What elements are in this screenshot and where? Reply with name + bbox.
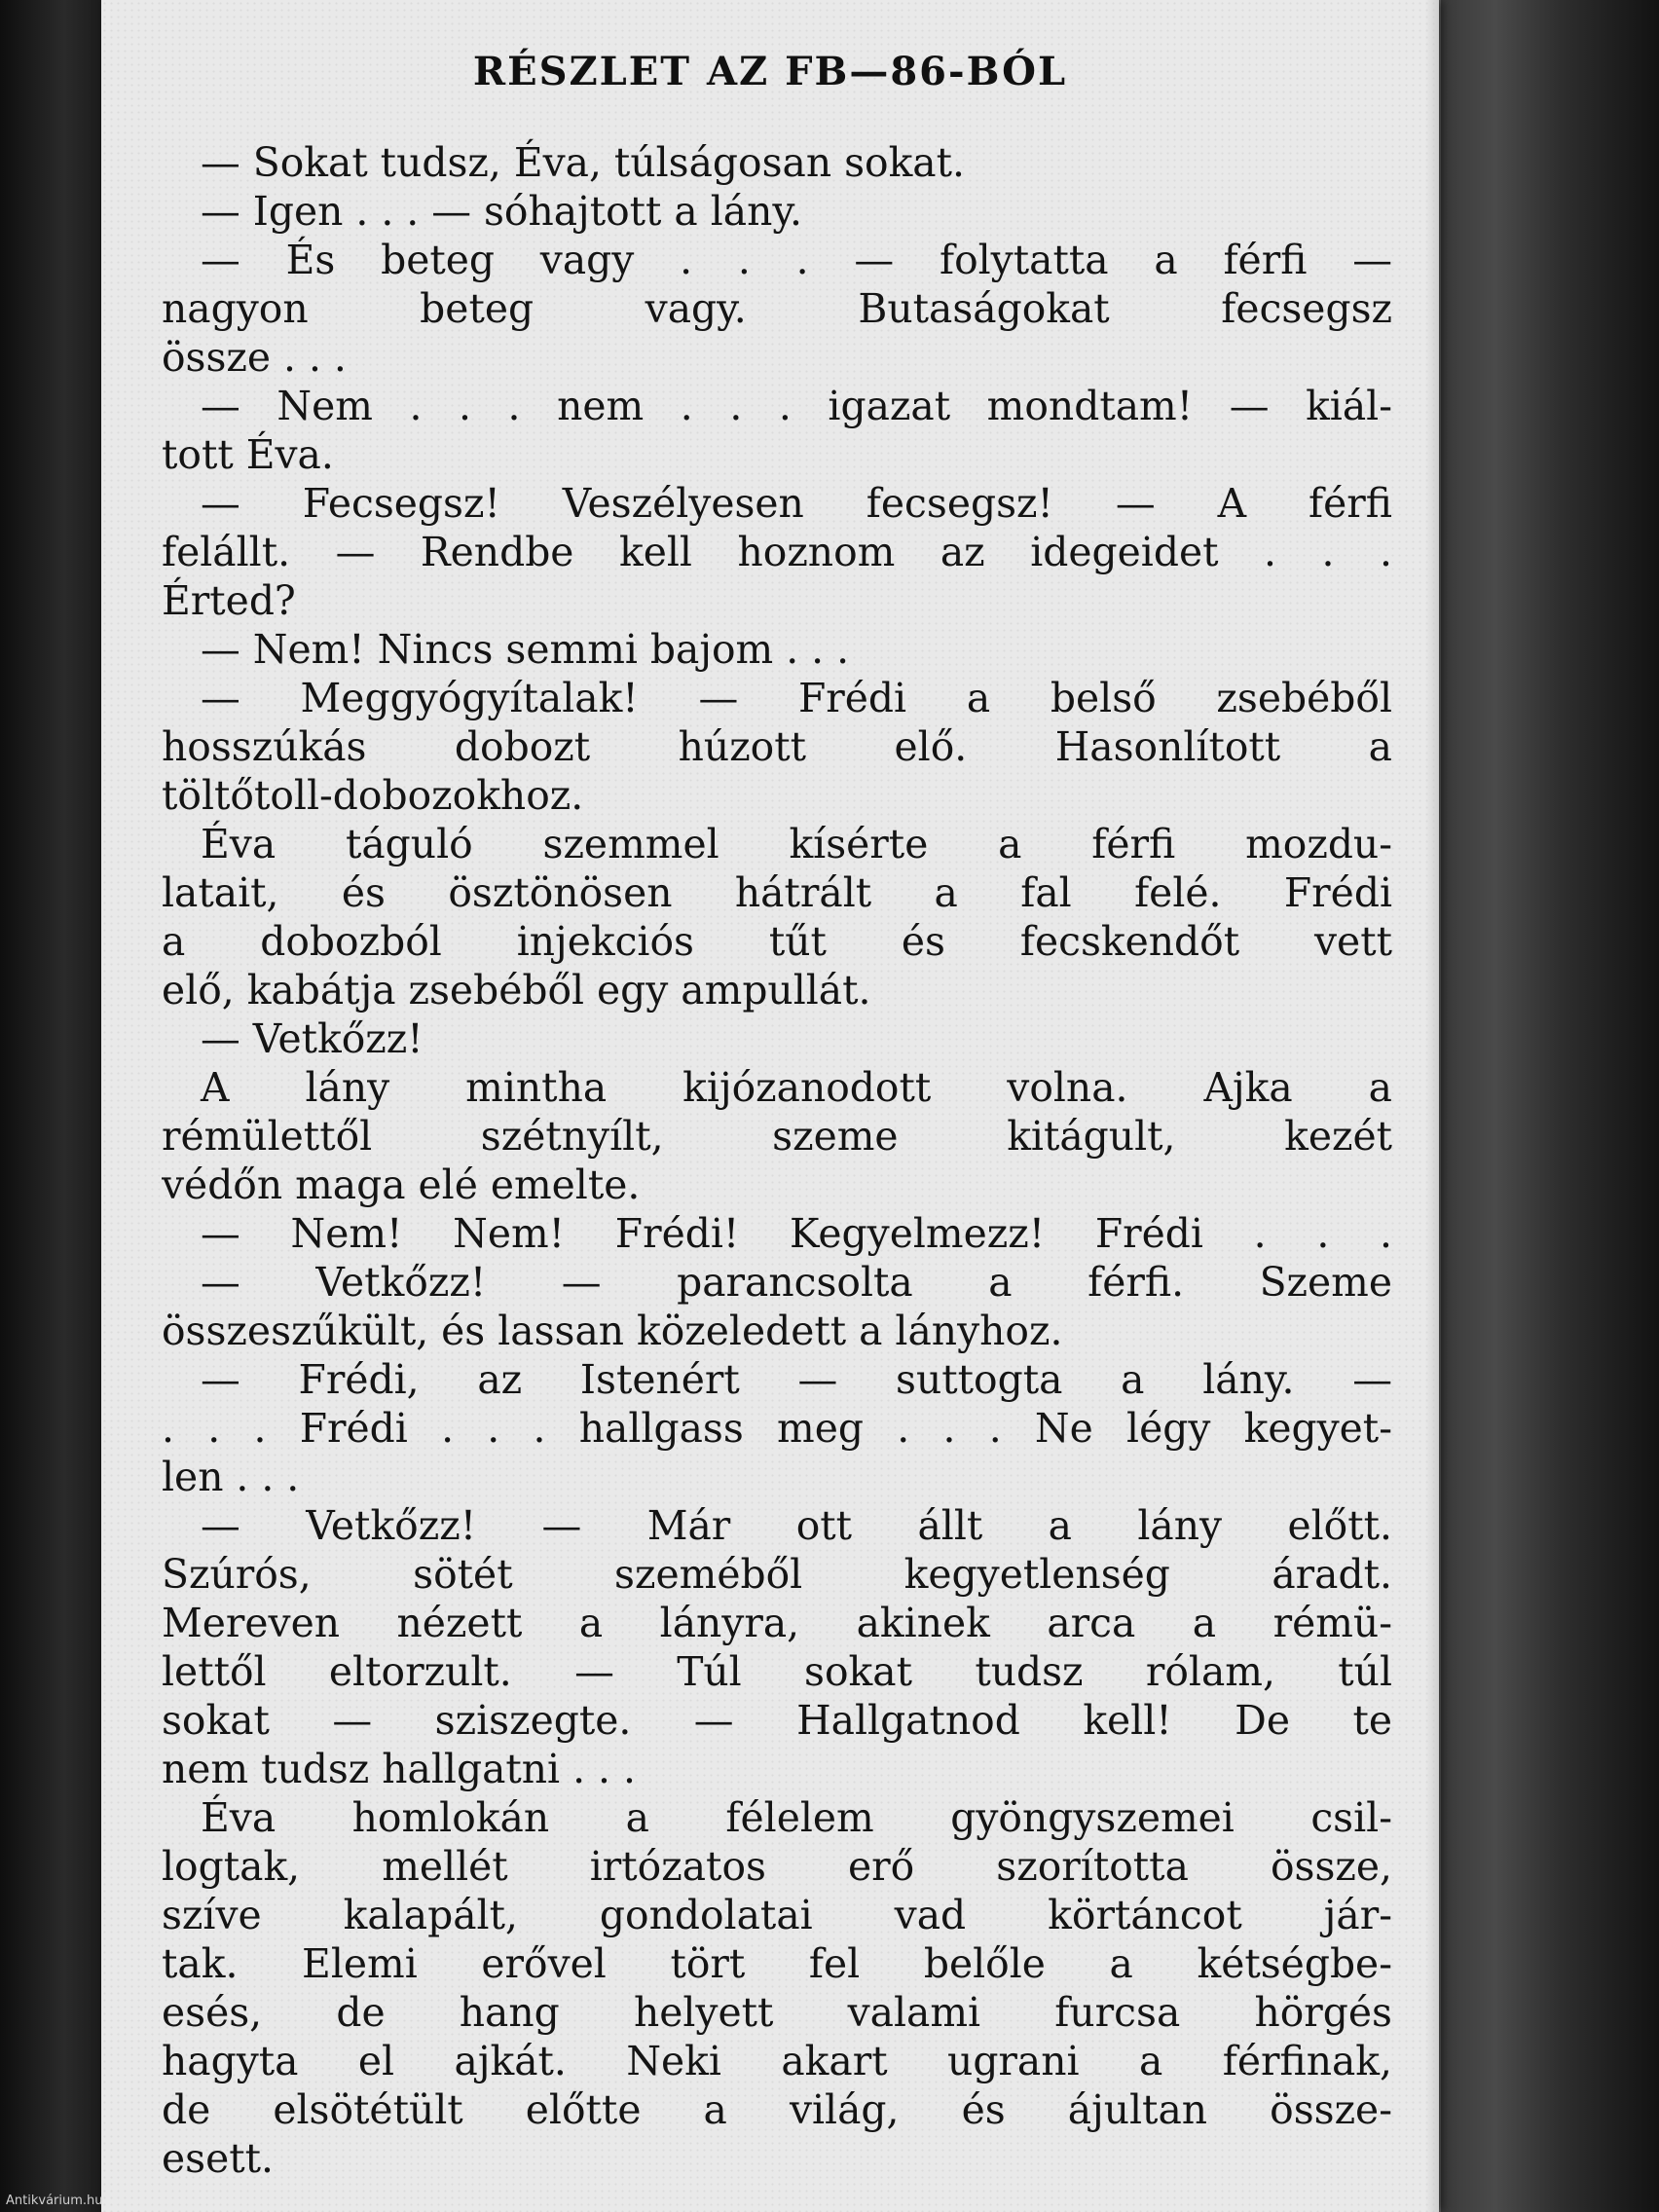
text-line: töltőtoll-dobozokhoz. — [162, 772, 584, 819]
text-line: elő, kabátja zsebéből egy ampullát. — [162, 967, 871, 1014]
text-line: . . . Frédi . . . hallgass meg . . . Ne légy kegyet- — [162, 1405, 1392, 1452]
text-line: Szúrós, sötét szeméből kegyetlenség áradt. — [162, 1551, 1392, 1598]
text-line: logtak, mellét irtózatos erő szorította össze, — [162, 1843, 1392, 1890]
text-line: felállt. — Rendbe kell hoznom az idegeidet . . . — [162, 529, 1392, 575]
text-line: összeszűkült, és lassan közeledett a lányhoz. — [162, 1308, 1063, 1354]
text-line: — Fecsegsz! Veszélyesen fecsegsz! — A férfi — [201, 480, 1392, 527]
text-line: tott Éva. — [162, 431, 334, 478]
text-line: tak. Elemi erővel tört fel belőle a kétségbe- — [162, 1940, 1392, 1987]
newspaper-clipping — [101, 0, 1439, 2212]
text-line: a dobozból injekciós tűt és fecskendőt vett — [162, 918, 1392, 965]
text-line: össze . . . — [162, 334, 347, 381]
text-line: — Vetkőzz! — parancsolta a férfi. Szeme — [201, 1259, 1392, 1306]
text-line: rémülettől szétnyílt, szeme kitágult, kezét — [162, 1113, 1392, 1160]
text-line: nagyon beteg vagy. Butaságokat fecsegsz — [162, 285, 1392, 332]
text-line: hagyta el ajkát. Neki akart ugrani a férfinak, — [162, 2038, 1392, 2084]
right-background — [1441, 0, 1659, 2212]
text-line: — Nem . . . nem . . . igazat mondtam! — kiál- — [201, 383, 1392, 429]
text-line: len . . . — [162, 1454, 300, 1500]
text-line: — Vetkőzz! — Már ott állt a lány előtt. — [201, 1502, 1392, 1549]
text-line: de elsötétült előtte a világ, és ájultan össze- — [162, 2086, 1392, 2133]
text-line: — Vetkőzz! — [201, 1015, 424, 1062]
text-line: A lány mintha kijózanodott volna. Ajka a — [201, 1064, 1392, 1111]
text-line: esett. — [162, 2135, 274, 2182]
text-line: — Nem! Nem! Frédi! Kegyelmezz! Frédi . . . — [201, 1210, 1392, 1257]
page-edge-shade — [1425, 0, 1439, 2212]
text-line: — Nem! Nincs semmi bajom . . . — [201, 626, 850, 673]
text-line: — Igen . . . — sóhajtott a lány. — [201, 188, 802, 235]
text-line: Mereven nézett a lányra, akinek arca a rémü- — [162, 1600, 1392, 1646]
text-line: nem tudsz hallgatni . . . — [162, 1746, 636, 1792]
text-line: hosszúkás dobozt húzott elő. Hasonlított a — [162, 723, 1392, 770]
text-line: — Meggyógyítalak! — Frédi a belső zsebéből — [201, 675, 1392, 721]
text-line: védőn maga elé emelte. — [162, 1161, 641, 1208]
article-title: RÉSZLET AZ FB—86-BÓL — [472, 49, 1068, 94]
text-line: latait, és ösztönösen hátrált a fal felé. Frédi — [162, 869, 1392, 916]
text-line: esés, de hang helyett valami furcsa hörgés — [162, 1989, 1392, 2036]
text-line: — Frédi, az Istenért — suttogta a lány. — — [201, 1356, 1392, 1403]
text-line: — Sokat tudsz, Éva, túlságosan sokat. — [201, 139, 965, 186]
text-line: sokat — sziszegte. — Hallgatnod kell! De te — [162, 1697, 1392, 1744]
text-line: szíve kalapált, gondolatai vad körtáncot jár- — [162, 1892, 1392, 1938]
text-line: lettől eltorzult. — Túl sokat tudsz rólam, túl — [162, 1648, 1392, 1695]
watermark: Antikvárium.hu — [6, 2194, 103, 2208]
left-background — [0, 0, 107, 2212]
text-line: Érted? — [162, 577, 296, 624]
text-line: — És beteg vagy . . . — folytatta a férfi — — [201, 237, 1392, 283]
text-line: Éva homlokán a félelem gyöngyszemei csil- — [201, 1794, 1392, 1841]
text-line: Éva táguló szemmel kísérte a férfi mozdu- — [201, 821, 1392, 867]
article-body — [162, 138, 1392, 2183]
